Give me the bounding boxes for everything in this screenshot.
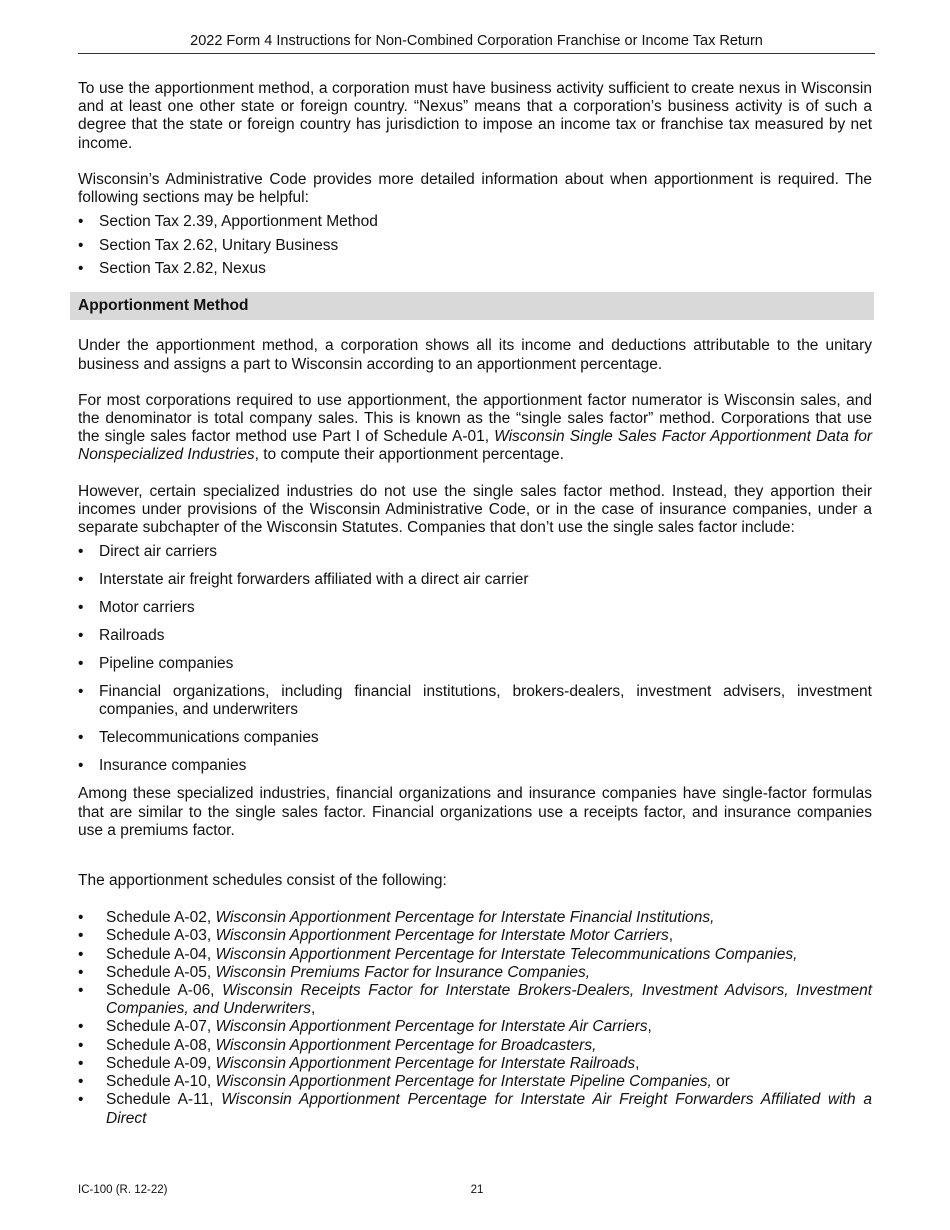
section-heading-bar [70,292,874,320]
bullet-icon: • [78,571,84,589]
bullet-icon: • [78,963,84,981]
list-item: • Schedule A-05, Wisconsin Premiums Factor for Insurance Companies, [78,963,591,981]
list-item: • Schedule A-10, Wisconsin Apportionment Percentage for Interstate Pipeline Companies, or [78,1073,730,1091]
header-divider [78,53,875,54]
bullet-icon: • [78,543,84,561]
bullet-icon: • [78,945,84,963]
list-item: • Section Tax 2.62, Unitary Business [78,236,339,254]
apportionment-paragraph-schedules: The apportionment schedules consist of the following: [78,872,447,890]
intro-paragraph-admin-code: Wisconsin’s Administrative Code provides more detailed information about when apportionment is required. The following sections may be helpful: [78,170,872,207]
bullet-icon: • [78,1054,84,1072]
schedule-list [78,909,872,1127]
apportionment-paragraph-specialized: However, certain specialized industries do not use the single sales factor method. Instead, they apportion their incomes under provisions of the Wisconsin Administrative Code, or in the case of insurance companies, under a separate subchapter of the Wisconsin Statutes. Companies that don’t use the single sales factor include: [78,482,872,537]
list-item: • Motor carriers [78,599,195,617]
list-item: • Schedule A-07, Wisconsin Apportionment Percentage for Interstate Air Carriers, [78,1018,652,1036]
bullet-icon: • [78,236,84,254]
bullet-icon: • [78,729,84,747]
apportionment-paragraph-single-sales: For most corporations required to use apportionment, the apportionment factor numerator is Wisconsin sales, and the denominator is total company sales. This is known as the “single sales factor” method. Corporations that use the single sales factor method use Part I of Schedule A-01, Wisconsin Single Sales Factor Apportionment Data for Nonspecialized Industries, to compute their apportionment percentage. [78,391,872,464]
list-item: • Railroads [78,627,165,645]
footer-form-id: IC-100 (R. 12-22) [78,1184,168,1196]
section-heading: Apportionment Method [78,297,249,315]
list-item: • Pipeline companies [78,655,234,673]
list-item: • Interstate air freight forwarders affiliated with a direct air carrier [78,571,529,589]
page-header-title: 2022 Form 4 Instructions for Non-Combined Corporation Franchise or Income Tax Return [190,33,763,49]
bullet-icon: • [78,627,84,645]
list-item: • Schedule A-11, Wisconsin Apportionment Percentage for Interstate Air Freight Forwarders Affiliated with a Direct [78,1091,872,1127]
specialized-industry-list [78,543,872,775]
bullet-icon: • [78,927,84,945]
list-item: • Schedule A-04, Wisconsin Apportionment Percentage for Interstate Telecommunications Companies, [78,945,798,963]
bullet-icon: • [78,1073,84,1091]
list-item: • Section Tax 2.39, Apportionment Method [78,213,378,231]
bullet-icon: • [78,982,84,1000]
list-item: • Schedule A-09, Wisconsin Apportionment Percentage for Interstate Railroads, [78,1054,640,1072]
apportionment-paragraph-single-factor: Among these specialized industries, financial organizations and insurance companies have single-factor formulas that are similar to the single sales factor. Financial organizations use a receipts factor, and insurance companies use a premiums factor. [78,785,872,839]
list-item: • Schedule A-03, Wisconsin Apportionment Percentage for Interstate Motor Carriers, [78,927,674,945]
page-content [78,80,872,1128]
list-item: • Schedule A-06, Wisconsin Receipts Factor for Interstate Brokers-Dealers, Investment Advisors, Investment Companies, and Underwriters, [78,982,872,1018]
intro-paragraph-nexus: To use the apportionment method, a corporation must have business activity sufficient to create nexus in Wisconsin and at least one other state or foreign country. “Nexus” means that a corporation’s business activity is of such a degree that the state or foreign country has jurisdiction to impose an income tax or franchise tax measured by net income. [78,80,872,152]
bullet-icon: • [78,757,84,775]
bullet-icon: • [78,683,84,701]
bullet-icon: • [78,213,84,231]
list-item: • Schedule A-02, Wisconsin Apportionment Percentage for Interstate Financial Institutions, [78,909,715,927]
apportionment-paragraph-intro: Under the apportionment method, a corporation shows all its income and deductions attributable to the unitary business and assigns a part to Wisconsin according to an apportionment percentage. [78,337,872,373]
list-item: • Telecommunications companies [78,729,319,747]
bullet-icon: • [78,599,84,617]
bullet-icon: • [78,655,84,673]
bullet-icon: • [78,909,84,927]
bullet-icon: • [78,260,84,278]
list-item: • Financial organizations, including financial institutions, brokers-dealers, investment advisers, investment companies, and underwriters [78,683,872,719]
list-item: • Insurance companies [78,757,247,775]
footer-page-number: 21 [470,1184,484,1196]
schedule-a01-title: Wisconsin Single Sales Factor Apportionment Data for Nonspecialized Industries [78,428,872,464]
list-item: • Schedule A-08, Wisconsin Apportionment Percentage for Broadcasters, [78,1036,597,1054]
list-item: • Direct air carriers [78,543,217,561]
bullet-icon: • [78,1018,84,1036]
bullet-icon: • [78,1091,84,1109]
list-item: • Section Tax 2.82, Nexus [78,260,266,278]
admin-code-section-list [78,213,872,278]
bullet-icon: • [78,1036,84,1054]
